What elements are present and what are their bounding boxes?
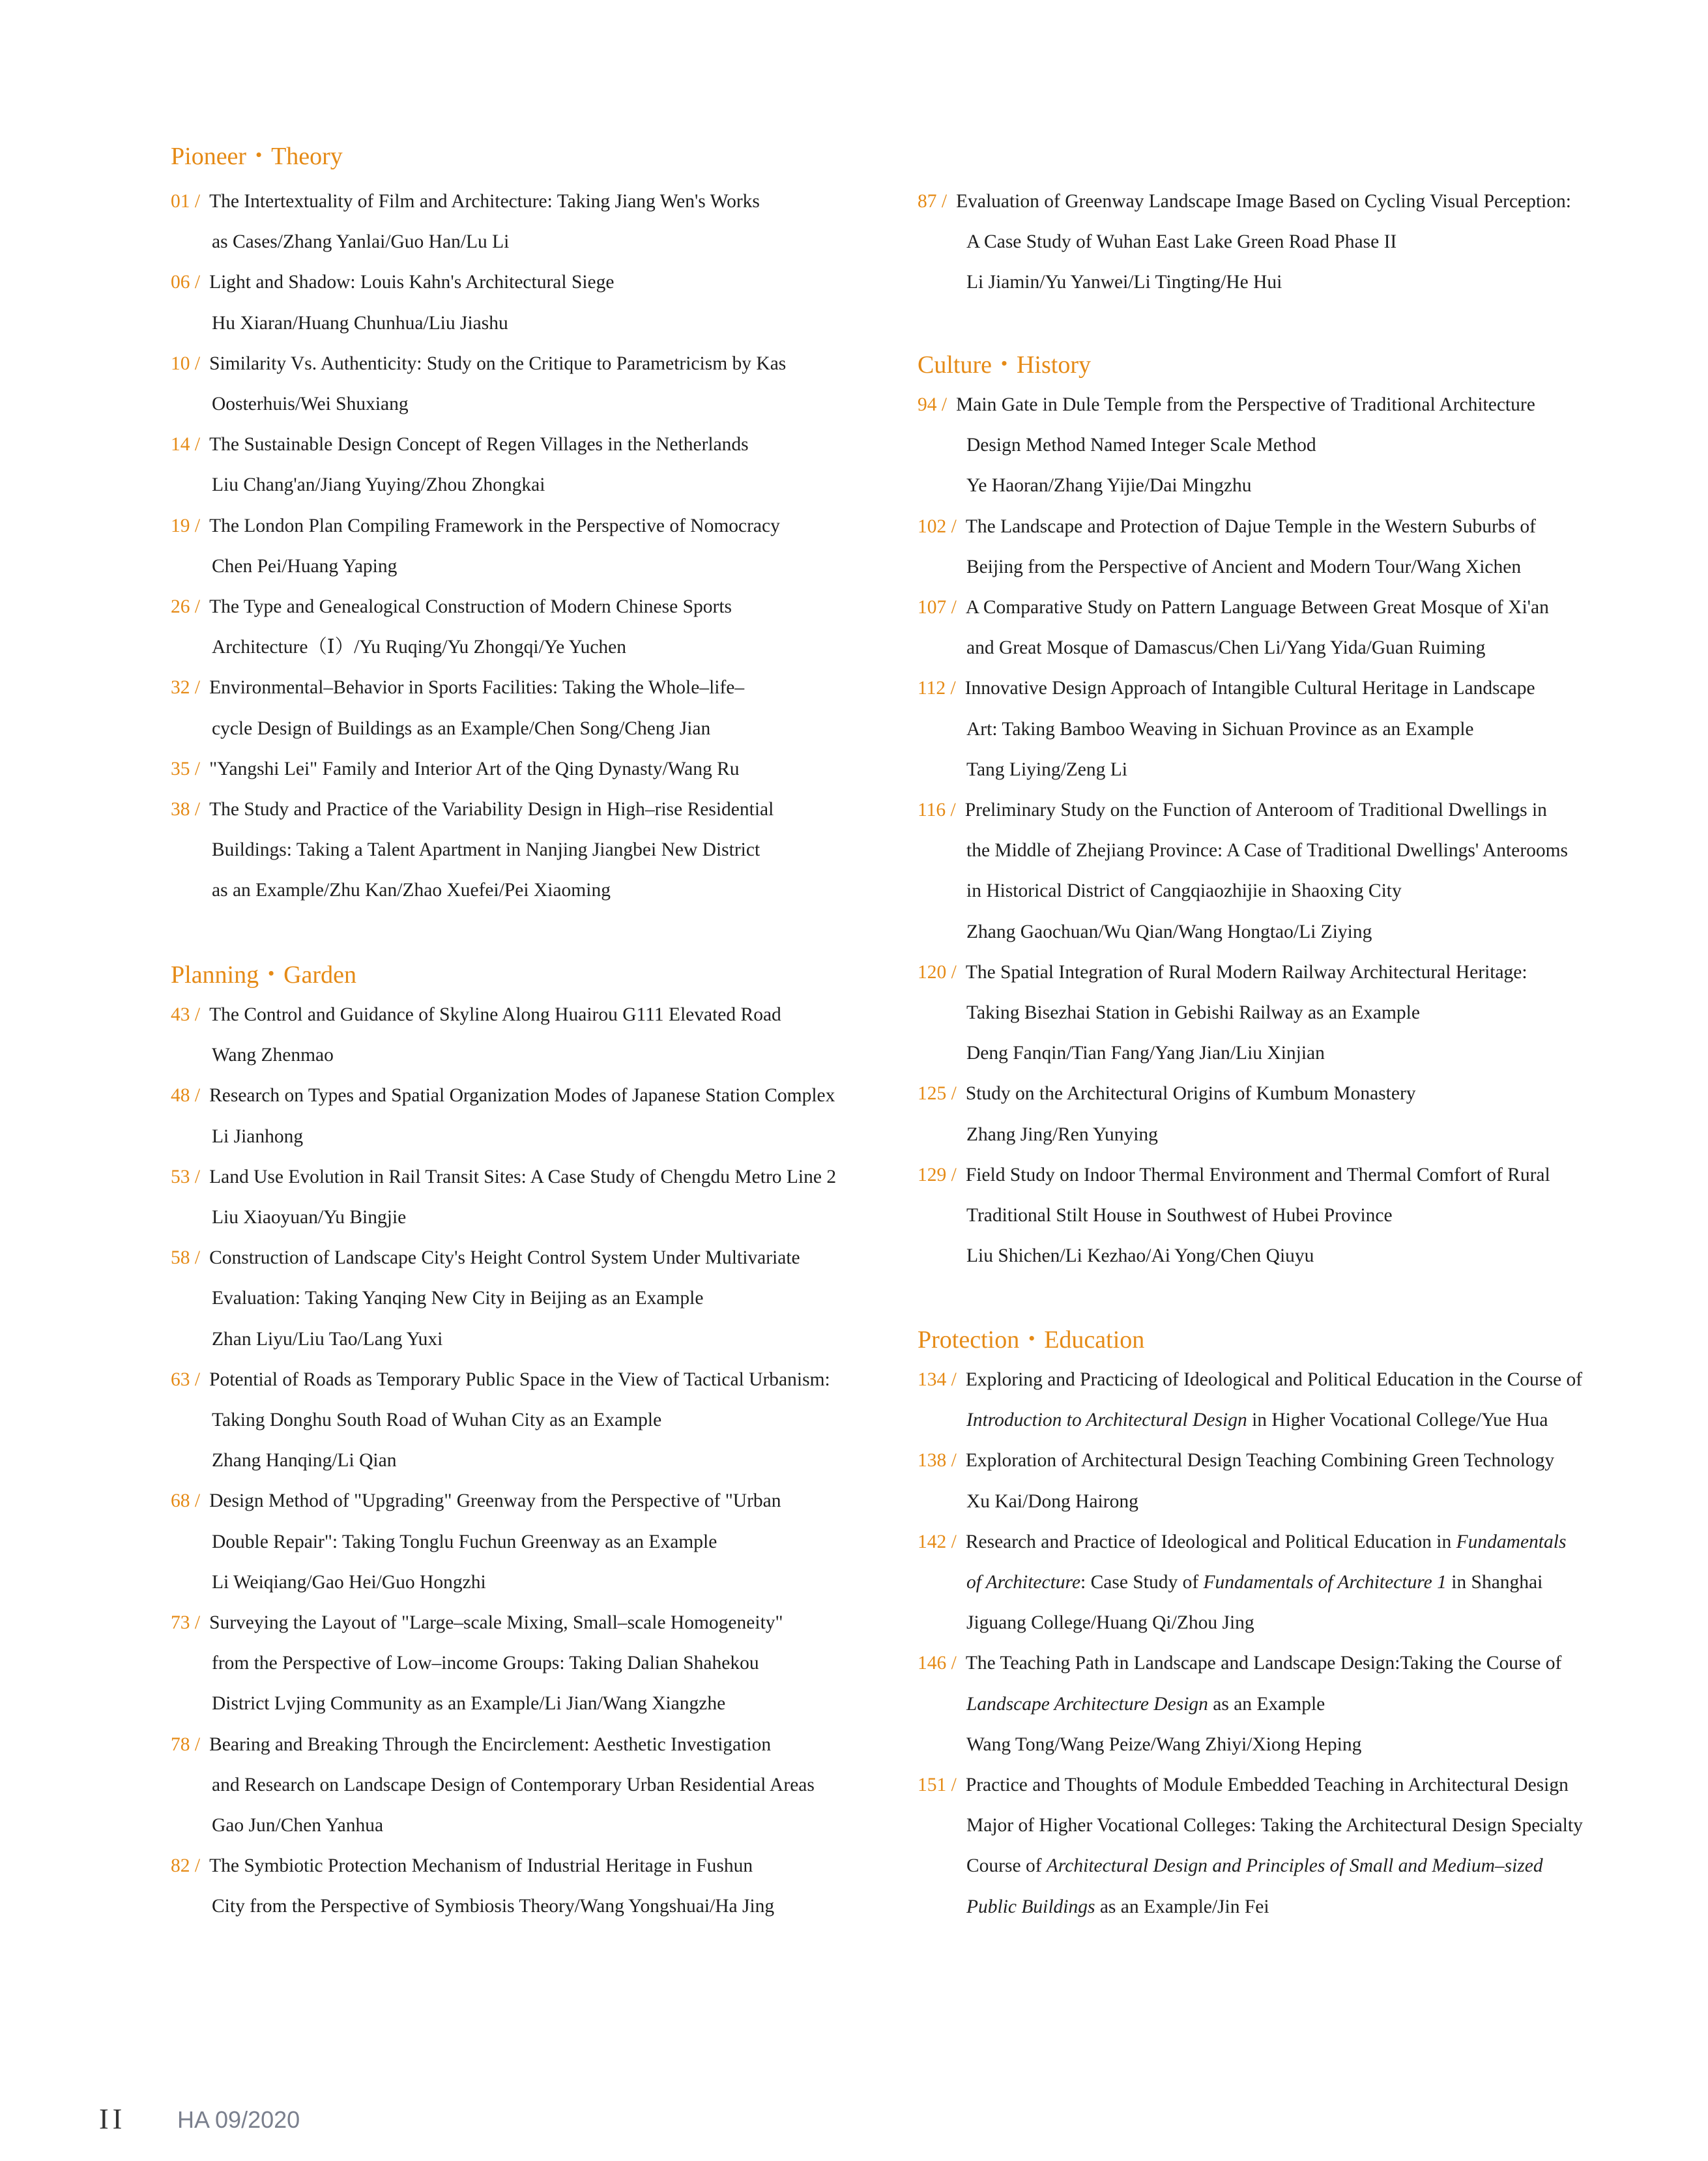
- entry-line: Chen Pei/Huang Yaping: [212, 556, 398, 577]
- page-number: 43 /: [171, 1004, 201, 1025]
- page-number: 142 /: [918, 1531, 957, 1552]
- entry-title: The Teaching Path in Landscape and Landscape Design:Taking the Course of: [965, 1653, 1562, 1674]
- entry-line: Introduction to Architectural Design in Higher Vocational College/Yue Hua: [966, 1410, 1548, 1430]
- entry-title: Preliminary Study on the Function of Anteroom of Traditional Dwellings in: [964, 800, 1547, 820]
- page-number: 129 /: [918, 1165, 957, 1185]
- page-folio: II: [99, 2103, 126, 2135]
- section-title: Pioneer・Theory: [171, 143, 343, 170]
- entry-line: Ye Haoran/Zhang Yijie/Dai Mingzhu: [966, 475, 1252, 496]
- page-number: 53 /: [171, 1167, 201, 1187]
- entry-line: and Research on Landscape Design of Contemporary Urban Residential Areas: [212, 1775, 815, 1795]
- entry-line: Gao Jun/Chen Yanhua: [212, 1815, 384, 1836]
- entry-title: Study on the Architectural Origins of Kumbum Monastery: [965, 1083, 1416, 1104]
- entry-title: "Yangshi Lei" Family and Interior Art of the Qing Dynasty/Wang Ru: [209, 759, 740, 779]
- entry-line: Taking Donghu South Road of Wuhan City as an Example: [212, 1410, 662, 1430]
- entry-line: Art: Taking Bamboo Weaving in Sichuan Province as an Example: [966, 719, 1474, 740]
- page-number: 01 /: [171, 191, 201, 212]
- page-number: 63 /: [171, 1369, 201, 1390]
- entry-line: Design Method Named Integer Scale Method: [966, 435, 1316, 456]
- page-number: 120 /: [918, 962, 957, 983]
- page-number: 116 /: [918, 800, 956, 820]
- entry-title: Main Gate in Dule Temple from the Perspective of Traditional Architecture: [956, 394, 1535, 415]
- page-number: 78 /: [171, 1734, 201, 1755]
- entry-title: Construction of Landscape City's Height Control System Under Multivariate: [209, 1247, 800, 1268]
- entry-line: Tang Liying/Zeng Li: [966, 759, 1127, 780]
- entry-line: from the Perspective of Low–income Groups: Taking Dalian Shahekou: [212, 1653, 759, 1674]
- entry-line: Zhang Gaochuan/Wu Qian/Wang Hongtao/Li Ziying: [966, 921, 1372, 942]
- entry-title: Innovative Design Approach of Intangible Cultural Heritage in Landscape: [964, 678, 1535, 699]
- entry-title: Bearing and Breaking Through the Encirclement: Aesthetic Investigation: [209, 1734, 772, 1755]
- entry-title: Field Study on Indoor Thermal Environment and Thermal Comfort of Rural: [965, 1165, 1550, 1185]
- entry-title: The Spatial Integration of Rural Modern Railway Architectural Heritage:: [965, 962, 1527, 983]
- page-number: 146 /: [918, 1653, 957, 1674]
- page-number: 06 /: [171, 272, 201, 293]
- entry-line: of Architecture: Case Study of Fundamentals of Architecture 1 in Shanghai: [966, 1572, 1543, 1593]
- entry-line: Evaluation: Taking Yanqing New City in Beijing as an Example: [212, 1288, 704, 1309]
- page-number: 32 /: [171, 677, 201, 698]
- entry-line: in Historical District of Cangqiaozhijie in Shaoxing City: [966, 880, 1402, 901]
- entry-line: Traditional Stilt House in Southwest of Hubei Province: [966, 1205, 1393, 1226]
- entry-line: Beijing from the Perspective of Ancient and Modern Tour/Wang Xichen: [966, 557, 1522, 577]
- entry-title: Research and Practice of Ideological and Political Education in Fundamentals: [965, 1531, 1567, 1552]
- entry-line: as Cases/Zhang Yanlai/Guo Han/Lu Li: [212, 231, 510, 252]
- entry-title: Exploration of Architectural Design Teaching Combining Green Technology: [965, 1450, 1555, 1471]
- entry-title: Surveying the Layout of "Large–scale Mixing, Small–scale Homogeneity": [209, 1612, 783, 1633]
- entry-line: Zhang Jing/Ren Yunying: [966, 1124, 1158, 1145]
- entry-line: Major of Higher Vocational Colleges: Taking the Architectural Design Specialty: [966, 1815, 1583, 1836]
- entry-line: Li Jianhong: [212, 1126, 304, 1147]
- entry-line: Zhan Liyu/Liu Tao/Lang Yuxi: [212, 1329, 443, 1350]
- entry-title: Light and Shadow: Louis Kahn's Architectural Siege: [209, 272, 615, 293]
- entry-line: District Lvjing Community as an Example/Li Jian/Wang Xiangzhe: [212, 1693, 726, 1714]
- page-number: 138 /: [918, 1450, 957, 1471]
- entry-line: Liu Chang'an/Jiang Yuying/Zhou Zhongkai: [212, 474, 545, 495]
- page-number: 125 /: [918, 1083, 957, 1104]
- entry-line: Li Jiamin/Yu Yanwei/Li Tingting/He Hui: [966, 272, 1282, 293]
- page-number: 58 /: [171, 1247, 201, 1268]
- page-number: 87 /: [918, 191, 948, 212]
- page-number: 94 /: [918, 394, 948, 415]
- entry-title: The London Plan Compiling Framework in the Perspective of Nomocracy: [209, 515, 780, 536]
- section-title: Planning・Garden: [171, 961, 356, 989]
- entry-title: Environmental–Behavior in Sports Facilities: Taking the Whole–life–: [209, 677, 745, 698]
- page-number: 10 /: [171, 353, 201, 374]
- page-number: 151 /: [918, 1775, 957, 1795]
- entry-line: Architecture（Ⅰ）/Yu Ruqing/Yu Zhongqi/Ye Yuchen: [212, 637, 627, 658]
- entry-title: A Comparative Study on Pattern Language Between Great Mosque of Xi'an: [965, 597, 1549, 618]
- entry-title: Land Use Evolution in Rail Transit Sites: A Case Study of Chengdu Metro Line 2: [209, 1167, 837, 1187]
- entry-title: The Intertextuality of Film and Architecture: Taking Jiang Wen's Works: [209, 191, 760, 212]
- entry-title: The Control and Guidance of Skyline Along Huairou G111 Elevated Road: [209, 1004, 781, 1025]
- page-number: 134 /: [918, 1369, 957, 1390]
- page-number: 102 /: [918, 516, 957, 537]
- entry-line: Hu Xiaran/Huang Chunhua/Liu Jiashu: [212, 313, 508, 334]
- page-number: 107 /: [918, 597, 957, 618]
- entry-line: A Case Study of Wuhan East Lake Green Road Phase II: [966, 231, 1397, 252]
- entry-line: as an Example/Zhu Kan/Zhao Xuefei/Pei Xiaoming: [212, 880, 611, 901]
- entry-line: Liu Xiaoyuan/Yu Bingjie: [212, 1207, 407, 1228]
- entry-line: Wang Tong/Wang Peize/Wang Zhiyi/Xiong Heping: [966, 1734, 1362, 1755]
- entry-line: Landscape Architecture Design as an Example: [966, 1694, 1325, 1715]
- entry-title: The Study and Practice of the Variability Design in High–rise Residential: [209, 799, 774, 820]
- page-number: 82 /: [171, 1855, 201, 1876]
- section-title: Culture・History: [918, 351, 1091, 379]
- entry-line: cycle Design of Buildings as an Example/Chen Song/Cheng Jian: [212, 718, 711, 739]
- entry-title: Evaluation of Greenway Landscape Image Based on Cycling Visual Perception:: [956, 191, 1571, 212]
- entry-line: City from the Perspective of Symbiosis Theory/Wang Yongshuai/Ha Jing: [212, 1896, 775, 1917]
- entry-line: Buildings: Taking a Talent Apartment in Nanjing Jiangbei New District: [212, 839, 760, 860]
- journal-issue: HA 09/2020: [177, 2106, 300, 2133]
- entry-line: Li Weiqiang/Gao Hei/Guo Hongzhi: [212, 1572, 486, 1593]
- section-title: Protection・Education: [918, 1326, 1145, 1354]
- page-number: 38 /: [171, 799, 201, 820]
- entry-line: Course of Architectural Design and Principles of Small and Medium–sized: [966, 1855, 1543, 1876]
- entry-line: and Great Mosque of Damascus/Chen Li/Yang Yida/Guan Ruiming: [966, 637, 1486, 658]
- page-number: 35 /: [171, 759, 201, 779]
- page-number: 26 /: [171, 596, 201, 617]
- entry-title: Exploring and Practicing of Ideological and Political Education in the Course of: [965, 1369, 1583, 1390]
- entry-title: The Type and Genealogical Construction of Modern Chinese Sports: [209, 596, 732, 617]
- entry-title: The Landscape and Protection of Dajue Temple in the Western Suburbs of: [965, 516, 1536, 537]
- page-number: 112 /: [918, 678, 956, 699]
- page-number: 14 /: [171, 434, 201, 455]
- entry-title: Design Method of "Upgrading" Greenway from the Perspective of "Urban: [209, 1490, 781, 1511]
- page-number: 68 /: [171, 1490, 201, 1511]
- page-number: 19 /: [171, 515, 201, 536]
- entry-title: Research on Types and Spatial Organization Modes of Japanese Station Complex: [209, 1085, 835, 1106]
- entry-title: The Sustainable Design Concept of Regen Villages in the Netherlands: [209, 434, 749, 455]
- entry-title: Similarity Vs. Authenticity: Study on the Critique to Parametricism by Kas: [209, 353, 787, 374]
- entry-line: Jiguang College/Huang Qi/Zhou Jing: [966, 1612, 1254, 1633]
- entry-line: Public Buildings as an Example/Jin Fei: [966, 1896, 1269, 1917]
- entry-line: Liu Shichen/Li Kezhao/Ai Yong/Chen Qiuyu: [966, 1245, 1314, 1266]
- entry-title: Practice and Thoughts of Module Embedded Teaching in Architectural Design: [965, 1775, 1569, 1795]
- entry-line: Wang Zhenmao: [212, 1045, 334, 1066]
- entry-line: Double Repair": Taking Tonglu Fuchun Greenway as an Example: [212, 1531, 717, 1552]
- entry-title: Potential of Roads as Temporary Public Space in the View of Tactical Urbanism:: [209, 1369, 830, 1390]
- page-number: 73 /: [171, 1612, 201, 1633]
- entry-line: Taking Bisezhai Station in Gebishi Railway as an Example: [966, 1002, 1420, 1023]
- entry-title: The Symbiotic Protection Mechanism of Industrial Heritage in Fushun: [209, 1855, 753, 1876]
- entry-line: the Middle of Zhejiang Province: A Case of Traditional Dwellings' Anterooms: [966, 840, 1568, 861]
- page-number: 48 /: [171, 1085, 201, 1106]
- entry-line: Oosterhuis/Wei Shuxiang: [212, 394, 409, 414]
- entry-line: Zhang Hanqing/Li Qian: [212, 1450, 397, 1471]
- entry-line: Deng Fanqin/Tian Fang/Yang Jian/Liu Xinjian: [966, 1043, 1325, 1064]
- entry-line: Xu Kai/Dong Hairong: [966, 1491, 1138, 1512]
